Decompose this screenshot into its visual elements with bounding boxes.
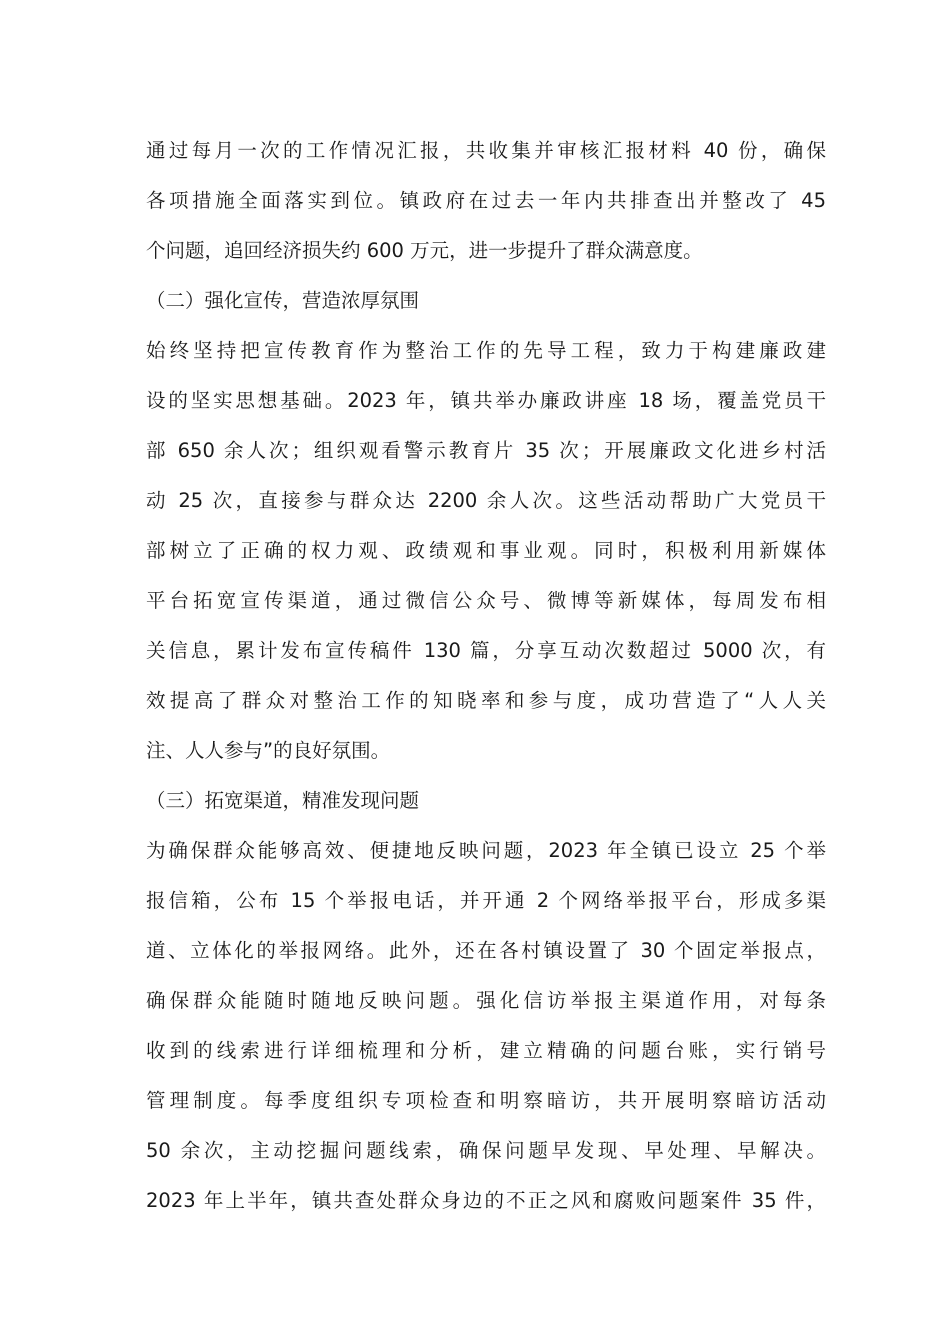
paragraph-line: 道、立体化的举报网络。此外，还在各村镇设置了 30 个固定举报点， <box>146 939 826 962</box>
document-body <box>146 126 826 1226</box>
paragraph-line: 效提高了群众对整治工作的知晓率和参与度，成功营造了“人人关 <box>146 689 826 712</box>
paragraph-line: 设的坚实思想基础。2023 年，镇共举办廉政讲座 18 场，覆盖党员干 <box>146 389 826 412</box>
paragraph-line: 平台拓宽宣传渠道，通过微信公众号、微博等新媒体，每周发布相 <box>146 589 826 612</box>
paragraph-line: 确保群众能随时随地反映问题。强化信访举报主渠道作用，对每条 <box>146 989 826 1012</box>
paragraph-line: 为确保群众能够高效、便捷地反映问题，2023 年全镇已设立 25 个举 <box>146 839 826 862</box>
paragraph-line: 始终坚持把宣传教育作为整治工作的先导工程，致力于构建廉政建 <box>146 339 826 362</box>
paragraph-line: 2023 年上半年，镇共查处群众身边的不正之风和腐败问题案件 35 件， <box>146 1189 826 1212</box>
paragraph-line: 通过每月一次的工作情况汇报，共收集并审核汇报材料 40 份，确保 <box>146 139 826 162</box>
paragraph-line: 动 25 次，直接参与群众达 2200 余人次。这些活动帮助广大党员干 <box>146 489 826 512</box>
section-heading-publicity: （二）强化宣传，营造浓厚氛围 <box>146 289 420 312</box>
paragraph-line: 管理制度。每季度组织专项检查和明察暗访，共开展明察暗访活动 <box>146 1089 826 1112</box>
paragraph-line: 报信箱，公布 15 个举报电话，并开通 2 个网络举报平台，形成多渠 <box>146 889 826 912</box>
paragraph-line: 50 余次，主动挖掘问题线索，确保问题早发现、早处理、早解决。 <box>146 1139 826 1162</box>
paragraph-line: 部树立了正确的权力观、政绩观和事业观。同时，积极利用新媒体 <box>146 539 826 562</box>
section-heading-channels: （三）拓宽渠道，精准发现问题 <box>146 789 420 812</box>
paragraph-line: 个问题，追回经济损失约 600 万元，进一步提升了群众满意度。 <box>146 239 703 262</box>
paragraph-line: 注、人人参与”的良好氛围。 <box>146 739 391 762</box>
paragraph-line: 各项措施全面落实到位。镇政府在过去一年内共排查出并整改了 45 <box>146 189 826 212</box>
paragraph-line: 收到的线索进行详细梳理和分析，建立精确的问题台账，实行销号 <box>146 1039 826 1062</box>
paragraph-line: 部 650 余人次；组织观看警示教育片 35 次；开展廉政文化进乡村活 <box>146 439 826 462</box>
paragraph-line: 关信息，累计发布宣传稿件 130 篇，分享互动次数超过 5000 次，有 <box>146 639 826 662</box>
